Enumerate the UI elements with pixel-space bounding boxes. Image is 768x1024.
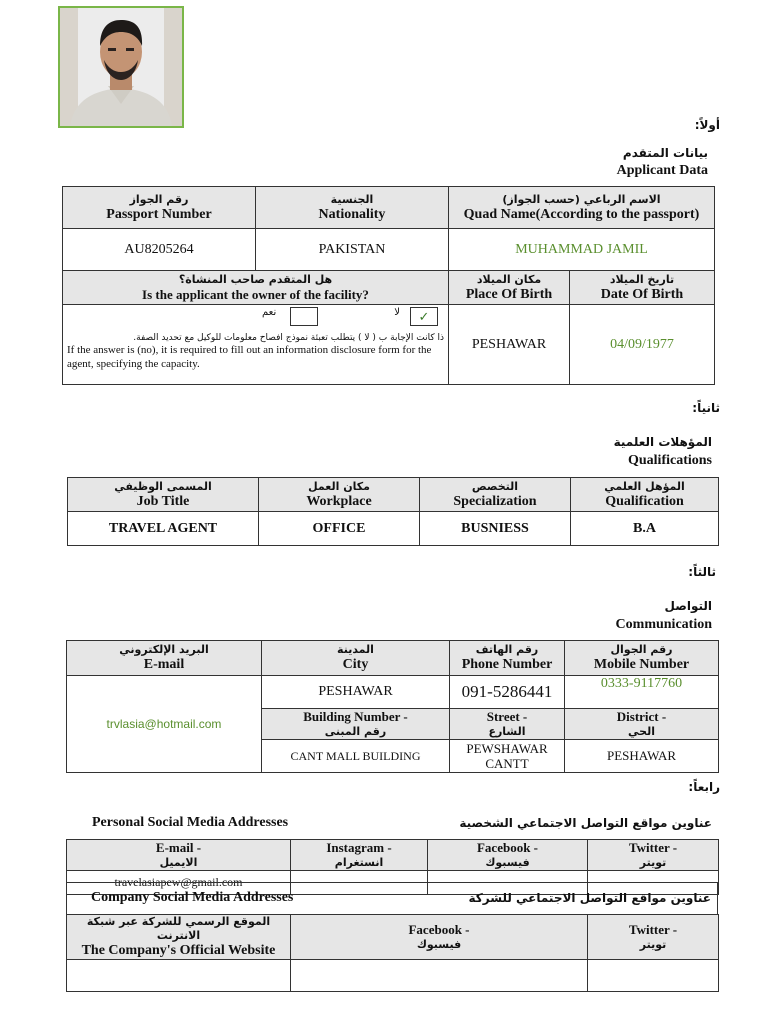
date-of-birth-header: تاريخ الميلاد Date Of Birth [570,271,715,305]
company-social-value-row [67,960,719,992]
owner-note-en: If the answer is (no), it is required to fill out an information disclosure form for the agent, specifying the capacity. [67,344,432,370]
website-value [67,960,291,992]
mobile-header: رقم الجوال Mobile Number [565,641,719,676]
company-social-title: Company Social Media Addresses [91,890,294,905]
company-social-title-ar: عناوين مواقع التواصل الاجتماعي للشركة [468,891,711,905]
nationality-header: الجنسية Nationality [256,187,449,229]
personal-social-header-row [67,840,719,871]
building-number-value: CANT MALL BUILDING [262,740,450,773]
place-of-birth-header: مكان الميلاد Place Of Birth [449,271,570,305]
district-header: District - الحي [565,709,719,740]
owner-options [67,307,438,329]
city-value: PESHAWAR [262,676,450,709]
section-title-ar-qualifications: المؤهلات العلمية [613,435,712,449]
workplace-value: OFFICE [259,512,420,546]
yes-label: نعم [262,307,277,318]
applicant-table [62,186,715,385]
company-facebook-header: Facebook - فيسبوك [291,915,588,960]
specialization-header: التخصص Specialization [420,478,571,512]
company-social-title-box [66,882,718,914]
specialization-value: BUSNIESS [420,512,571,546]
personal-email-header: E-mail - الايميل [67,840,291,871]
section-title-applicant: Applicant Data [616,163,708,178]
street-header: Street - الشارع [450,709,565,740]
personal-facebook-header: Facebook - فيسبوك [428,840,588,871]
applicant-value-row [63,229,715,271]
no-checkbox[interactable] [290,307,318,326]
email-header: البريد الإلكتروني E-mail [67,641,262,676]
company-social-table [66,914,719,992]
section-title-communication: Communication [615,617,712,632]
communication-table [66,640,719,773]
owner-note-ar: ذا كانت الإجابة ب ( لا ) يتطلب تعبئة نموذج افصاح معلومات للوكيل مع تحديد الصفة. [133,333,444,343]
name-value: MUHAMMAD JAMIL [449,229,715,271]
city-header: المدينة City [262,641,450,676]
communication-value-row [67,676,719,709]
section-title-ar-communication: التواصل [664,599,712,613]
district-value: PESHAWAR [565,740,719,773]
nationality-value: PAKISTAN [256,229,449,271]
building-number-header: Building Number - رقم المبنى [262,709,450,740]
personal-twitter-header: Twitter - تويتر [588,840,719,871]
company-facebook-value [291,960,588,992]
personal-social-title-ar: عناوين مواقع التواصل الاجتماعي الشخصية [459,816,712,830]
owner-answer-cell [63,305,449,385]
yes-checkbox[interactable]: ✓ [410,307,438,326]
instagram-header: Instagram - انستغرام [291,840,428,871]
passport-value: AU8205264 [63,229,256,271]
person-photo-icon [60,8,182,126]
company-twitter-header: Twitter - تويتر [588,915,719,960]
section-title-ar-applicant: بيانات المتقدم [622,146,708,160]
qualification-value: B.A [571,512,719,546]
applicant-header-row [63,187,715,229]
company-social-header-row [67,915,719,960]
phone-value: 091-5286441 [450,676,565,709]
qualifications-value-row [68,512,719,546]
qualifications-table [67,477,719,546]
communication-header-row [67,641,719,676]
place-of-birth-value: PESHAWAR [449,305,570,385]
mobile-value: 0333-9117760 [565,676,719,709]
job-title-header: المسمى الوظيفي Job Title [68,478,259,512]
email-value: trvlasia@hotmail.com [67,676,262,773]
website-header: الموقع الرسمي للشركة عبر شبكة الانترنت The Company's Official Website [67,915,291,960]
company-twitter-value [588,960,719,992]
no-label: لا [394,307,400,318]
date-of-birth-value: 04/09/1977 [570,305,715,385]
qualifications-header-row [68,478,719,512]
applicant-photo [58,6,184,128]
section-number-fourth: رابعاً: [688,780,720,794]
owner-header-row [63,271,715,305]
job-title-value: TRAVEL AGENT [68,512,259,546]
section-title-qualifications: Qualifications [627,453,712,468]
owner-value-row [63,305,715,385]
passport-header: رقم الجواز Passport Number [63,187,256,229]
workplace-header: مكان العمل Workplace [259,478,420,512]
section-number-third: ثالثاً: [688,565,716,579]
owner-header: هل المتقدم صاحب المنشاة؟ Is the applicant the owner of the facility? [63,271,449,305]
quad-name-header: الاسم الرباعي (حسب الجواز) Quad Name(According to the passport) [449,187,715,229]
section-number-second: ثانياً: [692,401,720,415]
personal-social-title: Personal Social Media Addresses [92,815,289,830]
street-value: PEWSHAWAR CANTT [450,740,565,773]
section-number-first: أولاً: [694,118,720,132]
personal-email-value: travelasiapew@gmail.com [67,871,291,895]
qualification-header: المؤهل العلمي Qualification [571,478,719,512]
phone-header: رقم الهاتف Phone Number [450,641,565,676]
